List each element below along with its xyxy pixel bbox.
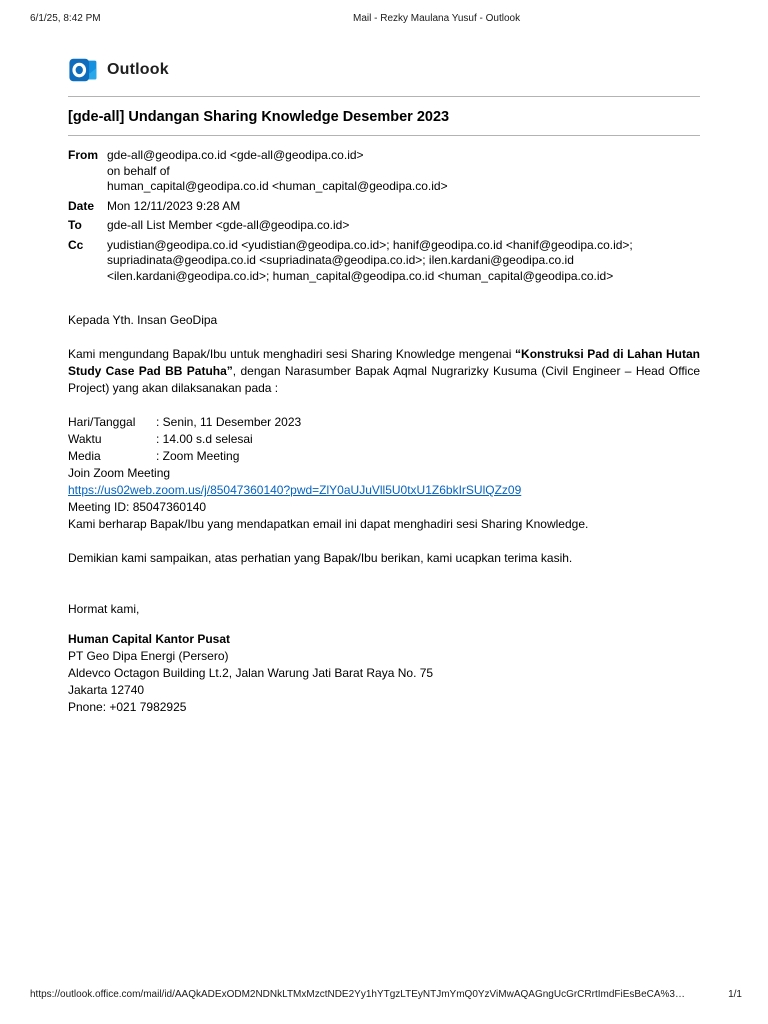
detail-label-time: Waktu — [68, 432, 102, 446]
signature-company: PT Geo Dipa Energi (Persero) — [68, 649, 229, 663]
header-row-from — [68, 148, 700, 195]
header-row-cc — [68, 238, 700, 285]
header-row-to — [68, 218, 700, 234]
email-body — [68, 312, 700, 716]
invite-text-post: , dengan Narasumber Bapak Aqmal Nugrarizky Kusuma (Civil Engineer – Head Office Project) yang akan dilaksanakan pada : — [68, 364, 700, 395]
signature-address2: Jakarta 12740 — [68, 683, 145, 697]
to-value: gde-all List Member <gde-all@geodipa.co.id> — [107, 218, 350, 232]
outlook-brand-row — [68, 55, 700, 85]
zoom-meeting-link[interactable]: https://us02web.zoom.us/j/85047360140?pwd=ZlY0aUJuVll5U0txU1Z6bkIrSUlQZz09 — [68, 483, 522, 497]
signature-address1: Aldevco Octagon Building Lt.2, Jalan Warung Jati Barat Raya No. 75 — [68, 666, 434, 680]
divider-top — [68, 96, 700, 97]
detail-row-time — [68, 431, 700, 448]
detail-row-media — [68, 448, 700, 465]
invite-text-pre: Kami mengundang Bapak/Ibu untuk menghadiri sesi Sharing Knowledge mengenai — [68, 347, 516, 361]
salutation: Kepada Yth. Insan GeoDipa — [68, 313, 218, 327]
event-details — [68, 414, 700, 533]
signature-block — [68, 631, 700, 716]
outlook-wordmark: Outlook — [107, 61, 169, 78]
print-footer — [30, 989, 742, 1000]
signature-phone: Pnone: +021 7982925 — [68, 700, 187, 714]
date-label: Date — [68, 198, 95, 213]
thanks-line: Demikian kami sampaikan, atas perhatian yang Bapak/Ibu berikan, kami ucapkan terima kasih. — [68, 551, 573, 565]
divider-subject — [68, 135, 700, 136]
print-datetime: 6/1/25, 8:42 PM — [30, 13, 101, 24]
detail-value-date: : Senin, 11 Desember 2023 — [156, 415, 302, 429]
from-address: gde-all@geodipa.co.id <gde-all@geodipa.co.id> — [107, 148, 364, 162]
to-label: To — [68, 218, 82, 232]
meeting-id: Meeting ID: 85047360140 — [68, 500, 207, 514]
detail-value-time: : 14.00 s.d selesai — [156, 432, 253, 446]
print-footer-url: https://outlook.office.com/mail/id/AAQkADExODM2NDNkLTMxMzctNDE2Yy1hYTgzLTEyNTJmYmQ0YzViMwAQAGngUcGrCRrtImdFiEsBeCA%3… — [30, 989, 685, 1000]
signature-name: Human Capital Kantor Pusat — [68, 632, 231, 646]
detail-label-date: Hari/Tanggal — [68, 415, 136, 429]
date-value: Mon 12/11/2023 9:28 AM — [107, 198, 241, 213]
join-zoom-label: Join Zoom Meeting — [68, 466, 171, 480]
print-header — [0, 13, 768, 27]
detail-row-date — [68, 414, 700, 431]
invitation-paragraph — [68, 346, 700, 397]
cc-label: Cc — [68, 237, 84, 252]
detail-value-media: : Zoom Meeting — [156, 449, 240, 463]
email-document — [68, 55, 700, 716]
email-subject: [gde-all] Undangan Sharing Knowledge Desember 2023 — [68, 109, 450, 125]
from-behalf: on behalf of — [107, 163, 170, 178]
from-label: From — [68, 148, 98, 162]
cc-value: yudistian@geodipa.co.id <yudistian@geodipa.co.id>; hanif@geodipa.co.id <hanif@geodipa.co.id>; supriadinata@geodipa.co.id <supriadinata@geodipa.co.id>; ilen.kardani@geodipa.co.id <ilen.kardani@geodipa.co.id>; human_capital@geodipa.co.id <human_capital@geodipa.co.id> — [107, 237, 633, 283]
detail-label-media: Media — [68, 449, 101, 463]
email-header-fields — [68, 148, 700, 284]
from-behalf-address: human_capital@geodipa.co.id <human_capital@geodipa.co.id> — [107, 179, 448, 193]
print-page-number: 1/1 — [728, 989, 742, 1000]
invite-topic-bold: “Konstruksi Pad di Lahan Hutan Study Case Pad BB Patuha” — [68, 347, 700, 378]
outlook-logo-icon — [68, 55, 98, 85]
closing: Hormat kami, — [68, 602, 140, 616]
hope-line: Kami berharap Bapak/Ibu yang mendapatkan email ini dapat menghadiri sesi Sharing Knowledge. — [68, 517, 589, 531]
print-title: Mail - Rezky Maulana Yusuf - Outlook — [353, 13, 521, 24]
header-row-date — [68, 199, 700, 215]
from-value — [107, 148, 700, 195]
